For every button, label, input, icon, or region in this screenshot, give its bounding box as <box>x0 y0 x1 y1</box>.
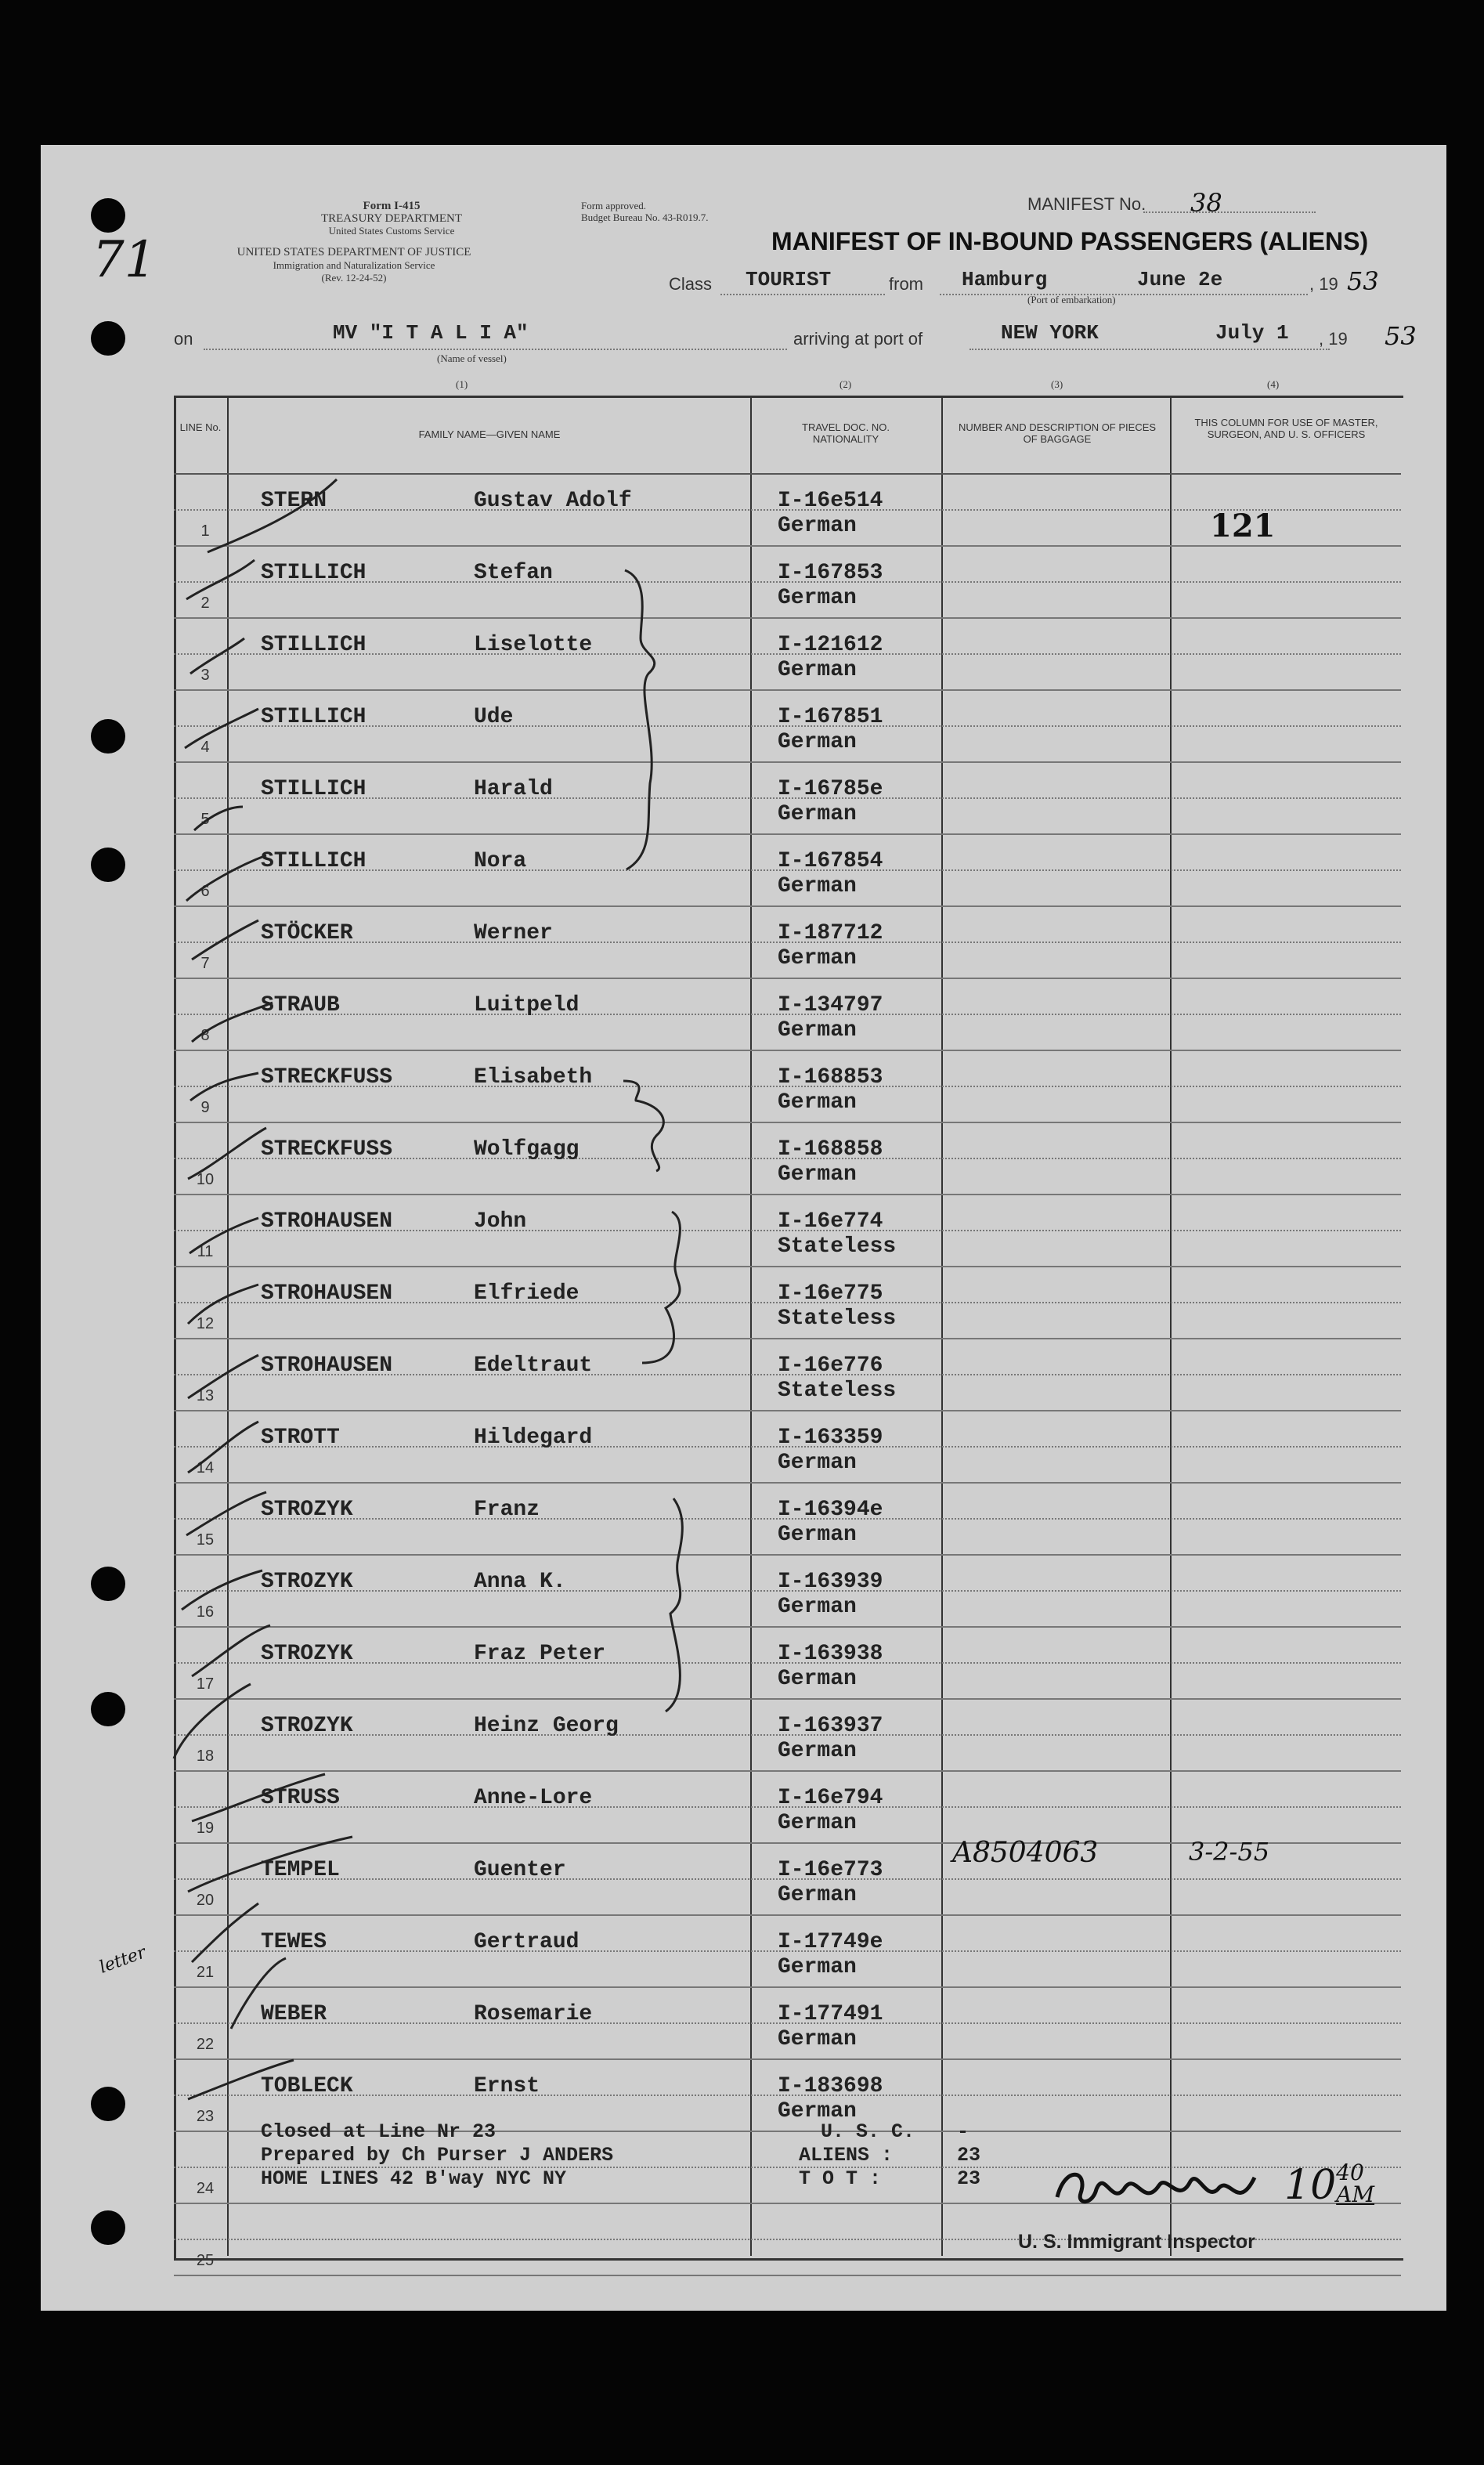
given-name: Anne-Lore <box>474 1786 593 1810</box>
row-divider <box>174 1194 1401 1195</box>
row-divider <box>174 1698 1401 1700</box>
family-name: STROZYK <box>261 1498 353 1522</box>
row-divider <box>174 1770 1401 1772</box>
handwritten-side-note: letter <box>96 1943 149 1978</box>
travel-doc-number: I-163939 <box>778 1570 883 1594</box>
given-name: Heinz Georg <box>474 1714 619 1738</box>
row-divider <box>174 1050 1401 1051</box>
line-number: 17 <box>196 1675 215 1693</box>
row20-baggage-number: A8504063 <box>952 1837 1099 1869</box>
nationality: German <box>778 1667 857 1691</box>
nationality: German <box>778 874 857 898</box>
prepared-by: Prepared by Ch Purser J ANDERS <box>261 2144 614 2167</box>
travel-doc-number: I-177491 <box>778 2002 883 2026</box>
time-minutes: 40 <box>1336 2160 1364 2185</box>
family-name: STROZYK <box>261 1570 353 1594</box>
class-value: TOURIST <box>746 268 832 291</box>
nationality: German <box>778 946 857 970</box>
total-value: 23 <box>957 2167 981 2190</box>
given-name: Edeltraut <box>474 1354 593 1378</box>
inspector-label: U. S. Immigrant Inspector <box>1018 2231 1255 2253</box>
given-name: Guenter <box>474 1858 566 1882</box>
family-name: STROZYK <box>261 1642 353 1666</box>
family-name: TEMPEL <box>261 1858 340 1882</box>
family-name: STERN <box>261 489 327 513</box>
given-name: Nora <box>474 849 527 873</box>
family-name: STROTT <box>261 1426 340 1450</box>
line-number: 2 <box>200 595 210 612</box>
revision-date: (Rev. 12-24-52) <box>321 272 387 284</box>
col-header-name: FAMILY NAME—GIVEN NAME <box>418 428 561 440</box>
usc-value: - <box>957 2120 969 2143</box>
travel-doc-number: I-163359 <box>778 1426 883 1450</box>
given-name: Anna K. <box>474 1570 566 1594</box>
row1-officer-mark: 121 <box>1210 508 1276 544</box>
line-number: 5 <box>200 811 210 828</box>
line-number: 8 <box>200 1027 210 1044</box>
family-name: STILLICH <box>261 633 366 657</box>
closed-at-line: Closed at Line Nr 23 <box>261 2120 496 2143</box>
row-divider <box>174 2058 1401 2060</box>
col-num-2: (2) <box>839 378 852 390</box>
line-number: 11 <box>197 1243 214 1260</box>
punch-hole <box>91 2210 125 2245</box>
family-name: STÖCKER <box>261 921 353 945</box>
punch-hole <box>91 198 125 233</box>
col-num-3: (3) <box>1051 378 1063 390</box>
time-meridiem: AM <box>1336 2181 1375 2207</box>
line-number: 4 <box>200 739 210 756</box>
row-divider <box>174 1986 1401 1988</box>
nationality: German <box>778 514 857 538</box>
family-name: STROHAUSEN <box>261 1281 393 1306</box>
line-number: 24 <box>196 2180 215 2197</box>
family-name: STILLICH <box>261 561 366 585</box>
nationality: German <box>778 586 857 610</box>
inspector-time <box>1284 2162 1374 2209</box>
handwritten-margin-number: 71 <box>92 231 157 289</box>
col-header-line: LINE No. <box>179 421 222 433</box>
travel-doc-number: I-168858 <box>778 1137 883 1162</box>
line-number: 7 <box>200 955 210 972</box>
row-divider <box>174 1410 1401 1411</box>
row-divider <box>174 761 1401 763</box>
row-divider <box>174 617 1401 619</box>
line-number: 6 <box>200 883 210 900</box>
col-num-1: (1) <box>456 378 468 390</box>
travel-doc-number: I-167853 <box>778 561 883 585</box>
line-number: 21 <box>196 1964 215 1981</box>
given-name: Fraz Peter <box>474 1642 606 1666</box>
travel-doc-number: I-16e773 <box>778 1858 883 1882</box>
line-number: 14 <box>196 1459 215 1476</box>
punch-hole <box>91 719 125 754</box>
nationality: German <box>778 1739 857 1763</box>
travel-doc-number: I-183698 <box>778 2074 883 2098</box>
family-name: STROHAUSEN <box>261 1354 393 1378</box>
travel-doc-number: I-167851 <box>778 705 883 729</box>
time-hour: 10 <box>1284 2162 1337 2209</box>
travel-doc-number: I-163938 <box>778 1642 883 1666</box>
line-number: 19 <box>196 1820 215 1837</box>
given-name: Gertraud <box>474 1930 580 1954</box>
customs-service: United States Customs Service <box>328 225 455 237</box>
row-divider <box>174 1122 1401 1123</box>
col-header-baggage: NUMBER AND DESCRIPTION OF PIECES OF BAGGAGE <box>958 421 1157 445</box>
row-divider <box>174 1914 1401 1916</box>
punch-hole <box>91 1567 125 1601</box>
nationality: German <box>778 1811 857 1835</box>
total-label: T O T : <box>799 2167 882 2190</box>
company-address: HOME LINES 42 B'way NYC NY <box>261 2167 567 2190</box>
arrival-port: NEW YORK <box>1001 321 1099 345</box>
form-approved: Form approved. <box>581 200 647 211</box>
travel-doc-number: I-16e514 <box>778 489 883 513</box>
nationality: German <box>778 2099 857 2123</box>
travel-doc-number: I-163937 <box>778 1714 883 1738</box>
punch-hole <box>91 1692 125 1726</box>
given-name: John <box>474 1209 527 1234</box>
nationality: German <box>778 1090 857 1115</box>
family-name: STILLICH <box>261 705 366 729</box>
given-name: Elfriede <box>474 1281 580 1306</box>
given-name: Rosemarie <box>474 2002 593 2026</box>
class-label: Class <box>669 274 713 294</box>
family-name: STILLICH <box>261 849 366 873</box>
line-number: 16 <box>196 1603 215 1621</box>
line-number: 23 <box>196 2108 215 2125</box>
year-arrival: 53 <box>1385 321 1417 351</box>
travel-doc-number: I-134797 <box>778 993 883 1017</box>
punch-hole <box>91 2087 125 2121</box>
travel-doc-number: I-187712 <box>778 921 883 945</box>
nationality: Stateless <box>778 1379 897 1403</box>
family-name: STRECKFUSS <box>261 1065 393 1090</box>
vessel-name: MV "I T A L I A" <box>333 321 529 345</box>
nationality: German <box>778 1162 857 1187</box>
nationality: German <box>778 1883 857 1907</box>
budget-bureau: Budget Bureau No. 43-R019.7. <box>581 211 709 223</box>
given-name: Ude <box>474 705 514 729</box>
travel-doc-number: I-16785e <box>778 777 883 801</box>
given-name: Luitpeld <box>474 993 580 1017</box>
nationality: German <box>778 1451 857 1475</box>
punch-hole <box>91 848 125 882</box>
family-name: STILLICH <box>261 777 366 801</box>
row20-officer-date: 3-2-55 <box>1189 1837 1270 1867</box>
given-name: Wolfgagg <box>474 1137 580 1162</box>
travel-doc-number: I-16394e <box>778 1498 883 1522</box>
given-name: Werner <box>474 921 553 945</box>
line-number: 9 <box>200 1099 210 1116</box>
nationality: German <box>778 802 857 826</box>
year-prefix-2: , 19 <box>1319 329 1348 349</box>
given-name: Elisabeth <box>474 1065 593 1090</box>
col-header-officers: THIS COLUMN FOR USE OF MASTER, SURGEON, AND U. S. OFFICERS <box>1194 417 1378 440</box>
arriving-label: arriving at port of <box>793 329 923 349</box>
family-name: STROHAUSEN <box>261 1209 393 1234</box>
travel-doc-number: I-168853 <box>778 1065 883 1090</box>
treasury-dept: TREASURY DEPARTMENT <box>320 212 463 225</box>
line-number: 1 <box>200 522 210 540</box>
given-name: Franz <box>474 1498 540 1522</box>
nationality: German <box>778 1955 857 1979</box>
family-name: TOBLECK <box>261 2074 353 2098</box>
line-number: 10 <box>196 1171 215 1188</box>
family-name: STRAUB <box>261 993 340 1017</box>
nationality: Stateless <box>778 1234 897 1259</box>
justice-dept: UNITED STATES DEPARTMENT OF JUSTICE <box>237 246 471 258</box>
line-number: 15 <box>196 1531 215 1549</box>
row-divider <box>174 978 1401 979</box>
row-divider <box>174 905 1401 907</box>
row-divider <box>174 689 1401 691</box>
row-divider <box>174 1338 1401 1339</box>
from-label: from <box>889 274 923 294</box>
on-label: on <box>174 329 193 349</box>
line-number: 25 <box>196 2252 215 2269</box>
from-date: June 2e <box>1137 268 1223 291</box>
family-name: STRUSS <box>261 1786 340 1810</box>
line-number: 3 <box>200 667 210 684</box>
travel-doc-number: I-16e794 <box>778 1786 883 1810</box>
given-name: Gustav Adolf <box>474 489 632 513</box>
travel-doc-number: I-17749e <box>778 1930 883 1954</box>
aliens-value: 23 <box>957 2144 981 2167</box>
punch-hole <box>91 321 125 356</box>
year-prefix: , 19 <box>1309 274 1338 294</box>
vessel-caption: (Name of vessel) <box>437 352 507 364</box>
travel-doc-number: I-16e776 <box>778 1354 883 1378</box>
given-name: Hildegard <box>474 1426 593 1450</box>
travel-doc-number: I-16e774 <box>778 1209 883 1234</box>
line-number: 18 <box>196 1748 215 1765</box>
family-name: WEBER <box>261 2002 327 2026</box>
col-num-4: (4) <box>1267 378 1280 390</box>
row-divider <box>174 545 1401 547</box>
line-number: 13 <box>196 1387 215 1404</box>
manifest-no-value: 38 <box>1190 188 1222 218</box>
nationality: Stateless <box>778 1307 897 1331</box>
manifest-no-label: MANIFEST No. <box>1027 194 1146 214</box>
arrival-date: July 1 <box>1215 321 1289 345</box>
inspector-signature <box>1049 2158 1269 2228</box>
line-number: 22 <box>196 2036 215 2053</box>
ins-service: Immigration and Naturalization Service <box>273 259 435 271</box>
travel-doc-number: I-167854 <box>778 849 883 873</box>
nationality: German <box>778 2027 857 2051</box>
line-number: 12 <box>196 1315 215 1332</box>
given-name: Liselotte <box>474 633 593 657</box>
year-from: 53 <box>1347 266 1379 296</box>
family-name: STROZYK <box>261 1714 353 1738</box>
from-value: Hamburg <box>962 268 1048 291</box>
row-divider <box>174 833 1401 835</box>
page-title: MANIFEST OF IN-BOUND PASSENGERS (ALIENS) <box>771 227 1369 255</box>
row-divider <box>174 1482 1401 1484</box>
col-header-doc: TRAVEL DOC. NO. NATIONALITY <box>802 421 890 445</box>
row-divider <box>174 2275 1401 2276</box>
row-divider <box>174 1554 1401 1556</box>
family-name: TEWES <box>261 1930 327 1954</box>
line-number: 20 <box>196 1892 215 1909</box>
aliens-label: ALIENS : <box>799 2144 894 2167</box>
nationality: German <box>778 1018 857 1043</box>
nationality: German <box>778 1595 857 1619</box>
given-name: Ernst <box>474 2074 540 2098</box>
row-divider <box>174 1626 1401 1628</box>
travel-doc-number: I-121612 <box>778 633 883 657</box>
nationality: German <box>778 1523 857 1547</box>
row-divider <box>174 1266 1401 1267</box>
nationality: German <box>778 658 857 682</box>
usc-label: U. S. C. <box>821 2120 915 2143</box>
given-name: Harald <box>474 777 553 801</box>
form-number: Form I-415 <box>363 200 421 212</box>
given-name: Stefan <box>474 561 553 585</box>
family-name: STRECKFUSS <box>261 1137 393 1162</box>
nationality: German <box>778 730 857 754</box>
travel-doc-number: I-16e775 <box>778 1281 883 1306</box>
port-caption: (Port of embarkation) <box>1027 294 1116 305</box>
